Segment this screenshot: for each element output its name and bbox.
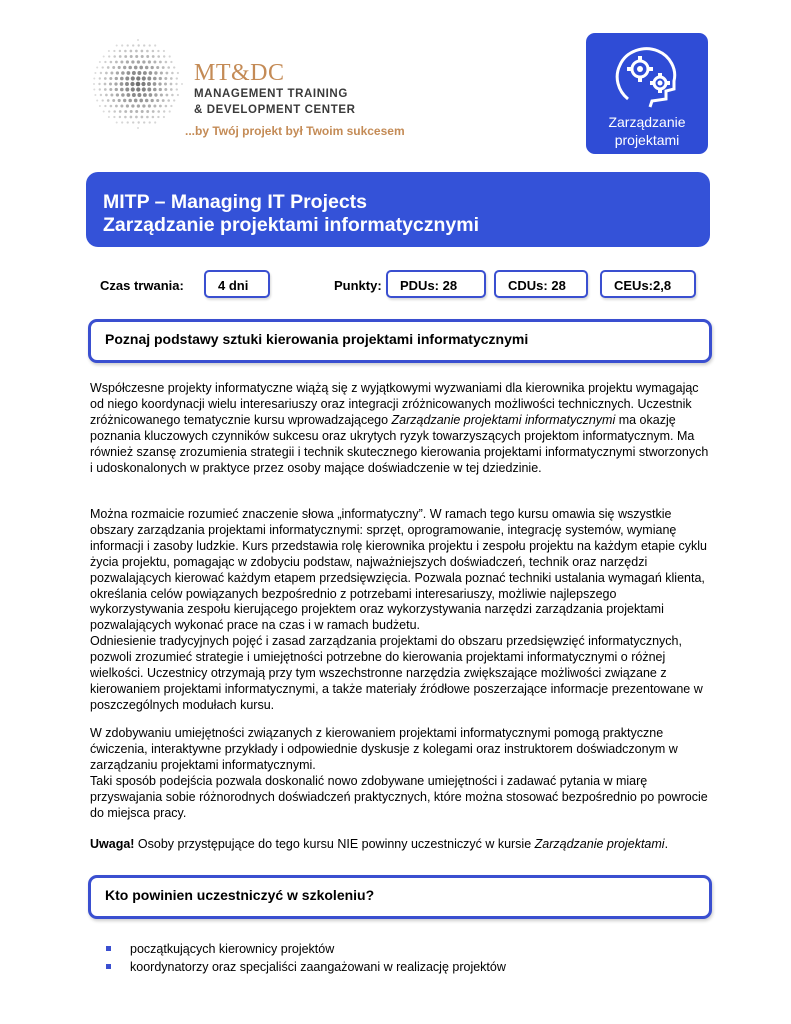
points-label: Punkty: [334,278,382,293]
course-title-english: MITP – Managing IT Projects [103,191,368,213]
bullet-square-icon [106,964,111,969]
course-title-polish: Zarządzanie projektami informatycznymi [103,214,480,236]
paragraph-methods: W zdobywaniu umiejętności związanych z kierowaniem projektami informatycznymi pomogą praktyczne ćwiczenia, interaktywne przykłady i odpowiednie dyskusje z kolegami oraz instruktorem doświadczonym w zarządzaniu projektami informatycznymi. Taki sposób podejścia pozwala doskonalić nowo zdobywane umiejętności i zadawać pytania w miarę przyswajania sobie różnorodnych doświadczeń praktycznych, które można stosować bezpośrednio po powrocie do miejsca pracy. [90,726,708,820]
logo-subtitle: MANAGEMENT TRAINING & DEVELOPMENT CENTER [194,88,356,116]
section-heading-text: Poznaj podstawy sztuki kierowania projektami informatycznymi [105,331,529,347]
logo-tagline: ...by Twój projekt był Twoim sukcesem [185,124,405,138]
category-badge [586,33,708,154]
audience-list [106,940,506,976]
paragraph-scope: Można rozmaicie rozumieć znaczenie słowa „informatyczny”. W ramach tego kursu omawia się wszystkie obszary zarządzania projektami informatycznymi: sprzęt, oprogramowanie, integrację systemów, wymianę informacji i zasoby ludzkie. Kurs przedstawia rolę kierownika projektu i zespołu projektu na każdym etapie cyklu życia projektu, pomagając w zdobyciu podstaw, najważniejszych doświadczeń, technik oraz narzędzi pozwalających kierować każdym etapem przedsięwzięcia. Pozwala poznać techniki ustalania wymagań klienta, określania celów powiązanych bezpośrednio z potrzebami interesariuszy, możliwie najlepszego wykorzystywania zespołu kierującego projektem oraz wykorzystywania narzędzi zarządzania projektami pozwalających wykonać prace na czas i w ramach budżetu. Odniesienie tradycyjnych pojęć i zasad zarządzania projektami do obszaru przedsięwzięć informatycznych, pozwoli zrozumieć strategie i umiejętności potrzebne do kierowania projektami informatycznymi o różnej wielkości. Uczestnicy otrzymają przy tym wszechstronne narzędzia zwiększające możliwości związane z kierowaniem projektami informatycznymi, a także materiały źródłowe poszerzające informacje prezentowane w poszczególnych modułach kursu. [90,507,707,712]
cdus-value: CDUs: 28 [494,270,588,298]
duration-label: Czas trwania: [100,278,184,293]
logo-title: MT&DC [194,60,285,86]
badge-label: Zarządzanie projektami [608,114,686,148]
logo-globe-icon [92,38,184,130]
section-heading-basics [88,319,712,363]
paragraph-note: Uwaga! Osoby przystępujące do tego kursu NIE powinny uczestniczyć w kursie Zarządzanie projektami. [90,837,669,851]
list-item: początkujących kierownicy projektów [106,940,506,958]
duration-value: 4 dni [204,270,270,298]
title-banner [86,172,710,247]
ceus-value: CEUs:2,8 [600,270,696,298]
list-item: koordynatorzy oraz specjaliści zaangażowani w realizację projektów [106,958,506,976]
bullet-square-icon [106,946,111,951]
section-heading-audience [88,875,712,919]
pdus-value: PDUs: 28 [386,270,486,298]
paragraph-intro: Współczesne projekty informatyczne wiążą się z wyjątkowymi wyzwaniami dla kierownika projektu wymagając od niego koordynacji wielu interesariuszy oraz integracji zróżnicowanych możliwości technicznych. Uczestnik zróżnicowanego tematycznie kursu wprowadzającego Zarządzanie projektami informatycznymi ma okazję poznania kluczowych czynników sukcesu oraz ukrytych ryzyk towarzyszących projektom informatycznym. Ma również szansę zrozumienia strategii i technik skutecznego kierowania projektami informatycznymi stworzonych i udoskonalonych w praktyce przez osoby mające doświadczenie w tej dziedzinie. [90,381,709,475]
section-heading-text: Kto powinien uczestniczyć w szkoleniu? [105,887,375,903]
gears-head-icon [610,39,684,111]
